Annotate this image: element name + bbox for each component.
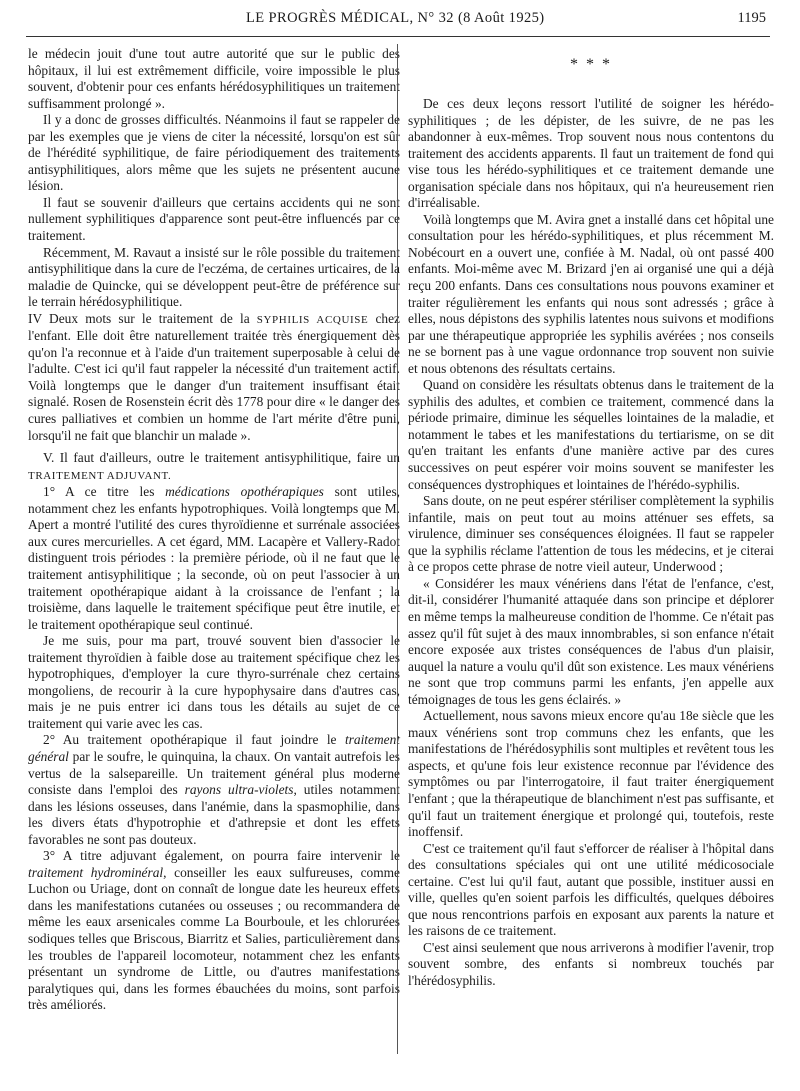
paragraph: Sans doute, on ne peut espérer stériliser complètement la syphilis infantile, mais on peut tout au moins atténuer ses effets, sa virulence, diminuer ses conséquences éloignées. Il faut se rappeler que la syphilis réclame l'attention de tous les médecins, et je citerai à ce propos cette phrase de notre vieil auteur, Underwood ; — [408, 493, 774, 575]
page-header — [26, 8, 770, 37]
text-run: 3° A titre adjuvant également, on pourra faire intervenir le — [43, 848, 400, 864]
italic-term: traitement général — [28, 732, 400, 764]
text-run: , utiles notamment dans les lésions osseuses, dans l'anémie, dans la spasmophilie, dans les divers états d'hypotrophie et d'athrepsie et dont les effets favorables ne sont pas douteux. — [28, 782, 400, 847]
paragraph: le médecin jouit d'une tout autre autorité que sur le public des hôpitaux, il lui est extrêmement difficile, voire impossible le plus souvent, d'obtenir pour ces enfants hérédosyphilitiques un traitement suffisamment prolongé ». — [28, 46, 400, 111]
section-v-paragraph — [28, 450, 400, 484]
text-run: , conseiller les eaux sulfureuses, comme Luchon ou Uriage, dont on connaît de longue date les heureux effets dans les manifestations cutanées ou osseuses ; ou recommandera de même les eaux arsenicales comme La Bourboule, et les chlorurées sodiques telles que Briscous, Biarritz et Salies, particulièrement dans les troubles de l'appareil locomoteur, notamment chez les enfants présentant un syndrome de Little, ou d'autres manifestations paralytiques qui, dans les formes ébauchées du moins, sont parfois très améliorés. — [28, 864, 400, 1013]
text-run: 1° A ce titre les — [43, 484, 166, 500]
smallcaps-term: TRAITEMENT ADJUVANT. — [28, 469, 172, 482]
paragraph: Il y a donc de grosses difficultés. Néanmoins il faut se rappeler de par les exemples que je viens de citer la nécessité, lorsqu'on est sûr de l'hérédité syphilitique, de faire périodiquement des traitements antisyphilitiques, alors même que les sujets ne présentent aucune lésion. — [28, 112, 400, 194]
section-separator: * * * — [570, 56, 612, 73]
text-run: V. Il faut d'ailleurs, outre le traitement antisyphilitique, faire un — [43, 450, 400, 466]
paragraph: Il faut se souvenir d'ailleurs que certains accidents qui ne sont nullement syphilitiques d'apparence sont peut-être influencés par ce traitement. — [28, 194, 400, 244]
paragraph: Voilà longtemps que M. Avira gnet a installé dans cet hôpital une consultation pour les hérédo-syphilitiques, et plus récemment M. Nobécourt en a ouvert une, confiée à M. Nadal, où ont passé 400 enfants. Moi-même avec M. Brizard j'en ai organisé une qui a déjà reçu 200 enfants. Dans ces consultations nous pouvons examiner et traiter régulièrement les enfants qui nous sont adressés ; grâce à elles, nous dépistons des syphilis latentes nous suivons et modifions par une thérapeutique appropriée les syphilis avérées ; nos conseils ne se bornent pas à une vague ordonnance trop souvent non suivie et nous obtenons des résultats certains. — [408, 211, 774, 376]
paragraph: Actuellement, nous savons mieux encore qu'au 18e siècle que les maux vénériens sont trop communs chez les enfants, que les manifestations de l'hérédosyphilis sont multiples et revêtent tous les aspects, et qu'une fois leur existence reconnue par l'évidence des symptômes ou par l'interrogatoire, il faut traiter énergiquement l'enfant ; que la thérapeutique de blanchiment n'est pas suffisante, et qu'il faut un traitement énergique et prolongé qui, toutefois, reste inoffensif. — [408, 708, 774, 840]
smallcaps-term: SYPHILIS ACQUISE — [256, 313, 369, 326]
text-run: par le soufre, le quinquina, la chaux. On vantait autrefois les vertus de la salsepareille. Un traitement général plus moderne consiste dans l'emploi des — [28, 748, 400, 798]
left-column — [28, 46, 400, 1014]
paragraph: De ces deux leçons ressort l'utilité de soigner les hérédo-syphilitiques ; de les dépister, de les suivre, de ne pas les abandonner à eux-mêmes. Trop souvent nous nous contentons du traitement des accidents apparents. Il faut un traitement de fond qui vise tous les hérédo-syphilitiques et ce traitement demande une organisation spéciale dans nos hôpitaux, qui n'a heureusement rien d'irréalisable. — [408, 96, 774, 211]
paragraph — [28, 732, 400, 848]
text-run: IV Deux mots sur le traitement de la — [28, 310, 257, 326]
italic-term: rayons ultra-violets — [184, 782, 294, 798]
text-run: 2° Au traitement opothérapique il faut joindre le — [43, 732, 345, 748]
paragraph: Quand on considère les résultats obtenus dans le traitement de la syphilis des adultes, et combien ce traitement, commencé dans la période primaire, diminue les séquelles lointaines de la maladie, et notamment le tabes et les manifestations du tertiarisme, on se dit qu'en traitant les enfants d'une manière active par des cures successives on peut espérer voir moins souvent se manifester les conséquences dystrophiques et lointaines de l'hérédo-syphilis. — [408, 377, 774, 492]
section-iv-paragraph — [28, 311, 400, 444]
right-column — [408, 46, 774, 990]
paragraph — [28, 484, 400, 633]
text-run: sont utiles, notamment chez les enfants hypotrophiques. Voilà longtemps que M. Apert a montré l'utilité des cures thyroïdienne et surrénale associées aux cures mercurielles. A cet égard, MM. Lacapère et Vallery-Radot distinguent trois périodes : la première période, où il ne faut que le traitement antisyphilitique ; la seconde, où on peut l'associer à un traitement opothérapique aidant à la croissance de l'enfant ; la troisième, dans laquelle le traitement spécifique peut être inutile, et le traitement opothérapique seul continué. — [28, 484, 400, 632]
italic-term: traitement hydrominéral — [28, 864, 164, 880]
paragraph: Je me suis, pour ma part, trouvé souvent bien d'associer le traitement thyroïdien à faible dose au traitement spécifique chez les hypotrophiques, d'employer la cure thyro-surrénale chez certains mongoliens, de recourir à la cure hypophysaire dans d'autres cas, mais je ne puis entrer ici dans tous les détails au sujet de ce traitement qui varie avec les cas. — [28, 633, 400, 731]
italic-term: médications opothérapiques — [165, 484, 324, 500]
paragraph — [28, 848, 400, 1013]
paragraph: Récemment, M. Ravaut a insisté sur le rôle possible du traitement antisyphilitique dans la cure de l'eczéma, de certaines urticaires, de la maladie de Quincke, qui se développent peut-être de préférence sur le terrain hérédosyphilitique. — [28, 244, 400, 310]
column-divider — [397, 44, 398, 1054]
page-number: 1195 — [737, 10, 766, 26]
journal-running-title: LE PROGRÈS MÉDICAL, N° 32 (8 Août 1925) — [246, 10, 545, 26]
text-run: chez l'enfant. Elle doit être naturellement traitée très énergiquement dès qu'on l'a reconnue et à l'aide d'un traitement superposable à celui de l'adulte. C'est ici qu'il faut rappeler la nécessité d'un traitement actif. Voilà longtemps que le danger d'un traitement insuffisant était signalé. Rosen de Rosenstein écrit dès 1778 pour dire « le danger des cures palliatives et combien un homme de l'art mérite d'être puni, lorsqu'il ne fait que blanchir un malade ». — [28, 310, 400, 443]
paragraph: C'est ainsi seulement que nous arriverons à modifier l'avenir, trop souvent sombre, des enfants si nombreux touchés par l'hérédosyphilis. — [408, 939, 774, 988]
paragraph: C'est ce traitement qu'il faut s'efforcer de réaliser à l'hôpital dans des consultations spéciales qui ont une utilité médicosociale certaine. C'est lui qu'il faut, autant que possible, instituer aussi en ville, quelles qu'en soient parfois les difficultés, quelques déboires que nous rencontrions parfois en exposant aux parents la nature et les raisons de ce traitement. — [408, 840, 774, 939]
quotation-paragraph: « Considérer les maux vénériens dans l'état de l'enfance, c'est, dit-il, considérer l'humanité attaquée dans son principe et déplorer en même temps la malheureuse condition de l'homme. Ce n'était pas assez qu'il fût sujet à des maux innombrables, si son enfance n'était encore exposée aux tristes conséquences de l'abus d'un plaisir, auquel la nature a voulu qu'il dût son existence. Les maux vénériens ne sont que trop communs parmi les enfants, j'en appelle aux témoignages de tous les gens éclairés. » — [408, 575, 774, 707]
